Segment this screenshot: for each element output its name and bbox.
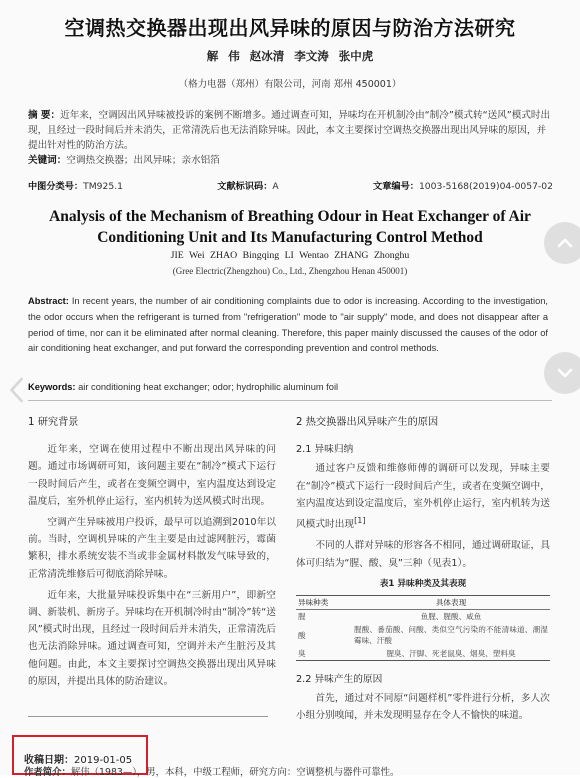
- scroll-up-button[interactable]: [544, 222, 580, 264]
- article-number: 文章编号：1003-5168(2019)04-0057-02: [373, 181, 553, 192]
- authors-en: JIE Wei ZHAO Bingqing LI Wentao ZHANG Zhonghu: [170, 250, 410, 261]
- table-row: [296, 623, 550, 647]
- affiliation-cn: （格力电器（郑州）有限公司，河南 郑州 450001）: [178, 79, 402, 90]
- abstract-cn-label: 摘 要：: [28, 110, 61, 121]
- abstract-cn-text: 近年来，空调因出风异味被投诉的案例不断增多。通过调查可知，异味均在开机制冷由“制冷”模式转“送风”模式时出现，且经过一段时间后并未消失，正常清洗后也无法消除异味。因此，本文主要探讨空调热交换器出现出风异味的原因，并提出针对性的防治方法。: [28, 110, 551, 151]
- table-row: [296, 610, 550, 624]
- table-cell: 鱼腥、腥酸、咸鱼: [420, 612, 482, 622]
- table-header-cell: 异味种类: [296, 596, 352, 610]
- keywords-en: [28, 382, 548, 392]
- footnote-divider: [28, 716, 268, 717]
- table-header-row: [296, 596, 550, 610]
- left-column: [28, 412, 276, 694]
- table-cell: 酸: [298, 630, 306, 640]
- scroll-down-button[interactable]: [544, 352, 580, 394]
- affiliation-en: (Gree Electric(Zhengzhou) Co., Ltd., Zhengzhou Henan 450001): [172, 266, 408, 276]
- abstract-en-text: In recent years, the number of air conditioning complaints due to odor is increasing. According to the investigation, the odor occurs when the refrigerant is turned from "refrigeration" mode to "air supply" mode, and does not disappear after a period of time, nor can it be eliminated after normal cleaning. Therefore, this paper mainly discussed the causes of the odor of air conditioning heat exchanger, and put forward the corresponding prevention and control methods.: [28, 296, 548, 354]
- subsection-2-2-heading: 2.2 异味产生的原因: [296, 674, 383, 686]
- abstract-cn: [28, 108, 553, 168]
- table-cell: 腥酸、番茄酸、问酸、类似空气污染的不能清味道、潮湿霉味、汗酸: [354, 625, 548, 646]
- reference-mark: [1]: [354, 515, 366, 526]
- section-1-paragraph: 近年来，空调在使用过程中不断出现出风异味的问题。通过市场调研可知，该问题主要在“制冷”模式下运行一段时间后产生，或者在变频空调中，室内温度达到设定温度后，室外机停止运行，室内机转为送风模式时出现。: [28, 444, 276, 507]
- back-button[interactable]: [2, 372, 32, 408]
- classification-row: [28, 178, 553, 192]
- table-1-title: 表1 异味种类及其表现: [379, 578, 467, 589]
- keywords-en-label: Keywords:: [28, 382, 76, 392]
- odor-type-table: [296, 595, 550, 661]
- authors-cn: 解 伟 赵冰清 李文涛 张中虎: [206, 49, 374, 63]
- section-1-paragraph: 近年来，大批量异味投诉集中在“三新用户”，即新空调、新装机、新房子。异味均在开机制冷时由“制冷”转“送风”模式时出现，且经过一段时间后并未消失，正常清洗后也无法消除异味。通过调查可知，空调并未产生脏污及其他问题。由此，本文主要探讨空调热交换器出现出风异味的原因，并提出具体的防治建议。: [28, 589, 276, 687]
- section-2-paragraph: 通过客户反馈和维修师傅的调研可以发现，异味主要在“制冷”模式下运行一段时间后产生，或者在变频空调中，室内温度达到设定温度后，室外机停止运行，室内机转为送风模式时出现[1]: [296, 463, 550, 531]
- subsection-2-1-heading: 2.1 异味归纳: [296, 444, 354, 456]
- abstract-en: [28, 294, 548, 357]
- keywords-cn-text: 空调热交换器；出风异味；亲水铝箔: [66, 155, 220, 166]
- abstract-en-label: Abstract:: [28, 296, 69, 306]
- right-column: [296, 412, 550, 729]
- table-header-cell: 具体表现: [352, 596, 550, 610]
- received-date: 收稿日期：2019-01-05: [24, 755, 133, 766]
- section-2-paragraph: 首先，通过对不同原“问题样机”零件进行分析，多人次小组分别嗅闻，并未发现明显存在令人不愉快的味道。: [296, 693, 550, 722]
- clc-number: 中图分类号：TM925.1: [28, 181, 123, 192]
- section-1-heading: 1 研究背景: [28, 417, 79, 428]
- table-cell: 臭: [296, 647, 352, 661]
- paper-title-en: Analysis of the Mechanism of Breathing Odour in Heat Exchanger of Air Conditioning Unit and Its Manufacturing Control Method: [49, 208, 531, 246]
- chevron-left-icon: [6, 376, 28, 404]
- table-cell: 腥: [298, 612, 306, 622]
- chevron-down-icon: [555, 363, 575, 383]
- paper-title-cn: 空调热交换器出现出风异味的原因与防治方法研究: [64, 16, 516, 40]
- document-code: 文献标识码：A: [217, 181, 279, 192]
- author-bio: 作者简介：解伟（1983—），男，本科，中级工程师，研究方向：空调整机与器件可靠性。: [24, 767, 400, 778]
- section-2-heading: 2 热交换器出风异味产生的原因: [296, 417, 439, 428]
- keywords-en-text: air conditioning heat exchanger; odor; hydrophilic aluminum foil: [78, 382, 339, 392]
- section-divider: [28, 400, 552, 401]
- section-2-paragraph: 不同的人群对异味的形容各不相同，通过调研取证，具体可归结为“腥、酸、臭”三种（见表1）。: [296, 540, 550, 569]
- section-1-paragraph: 空调产生异味被用户投诉，最早可以追溯到2010年以前。当时，空调机异味的产生主要是由过滤网脏污，霉菌繁积，排水系统安装不当或非金属材料散发气味导致的，正常清洗维修后可彻底消除异味。: [28, 517, 276, 580]
- chevron-up-icon: [555, 233, 575, 253]
- table-row: [296, 647, 550, 661]
- table-cell: 腥臭、汗脚、死老鼠臭、烟臭、塑料臭: [352, 647, 550, 661]
- keywords-cn-label: 关键词：: [28, 155, 67, 166]
